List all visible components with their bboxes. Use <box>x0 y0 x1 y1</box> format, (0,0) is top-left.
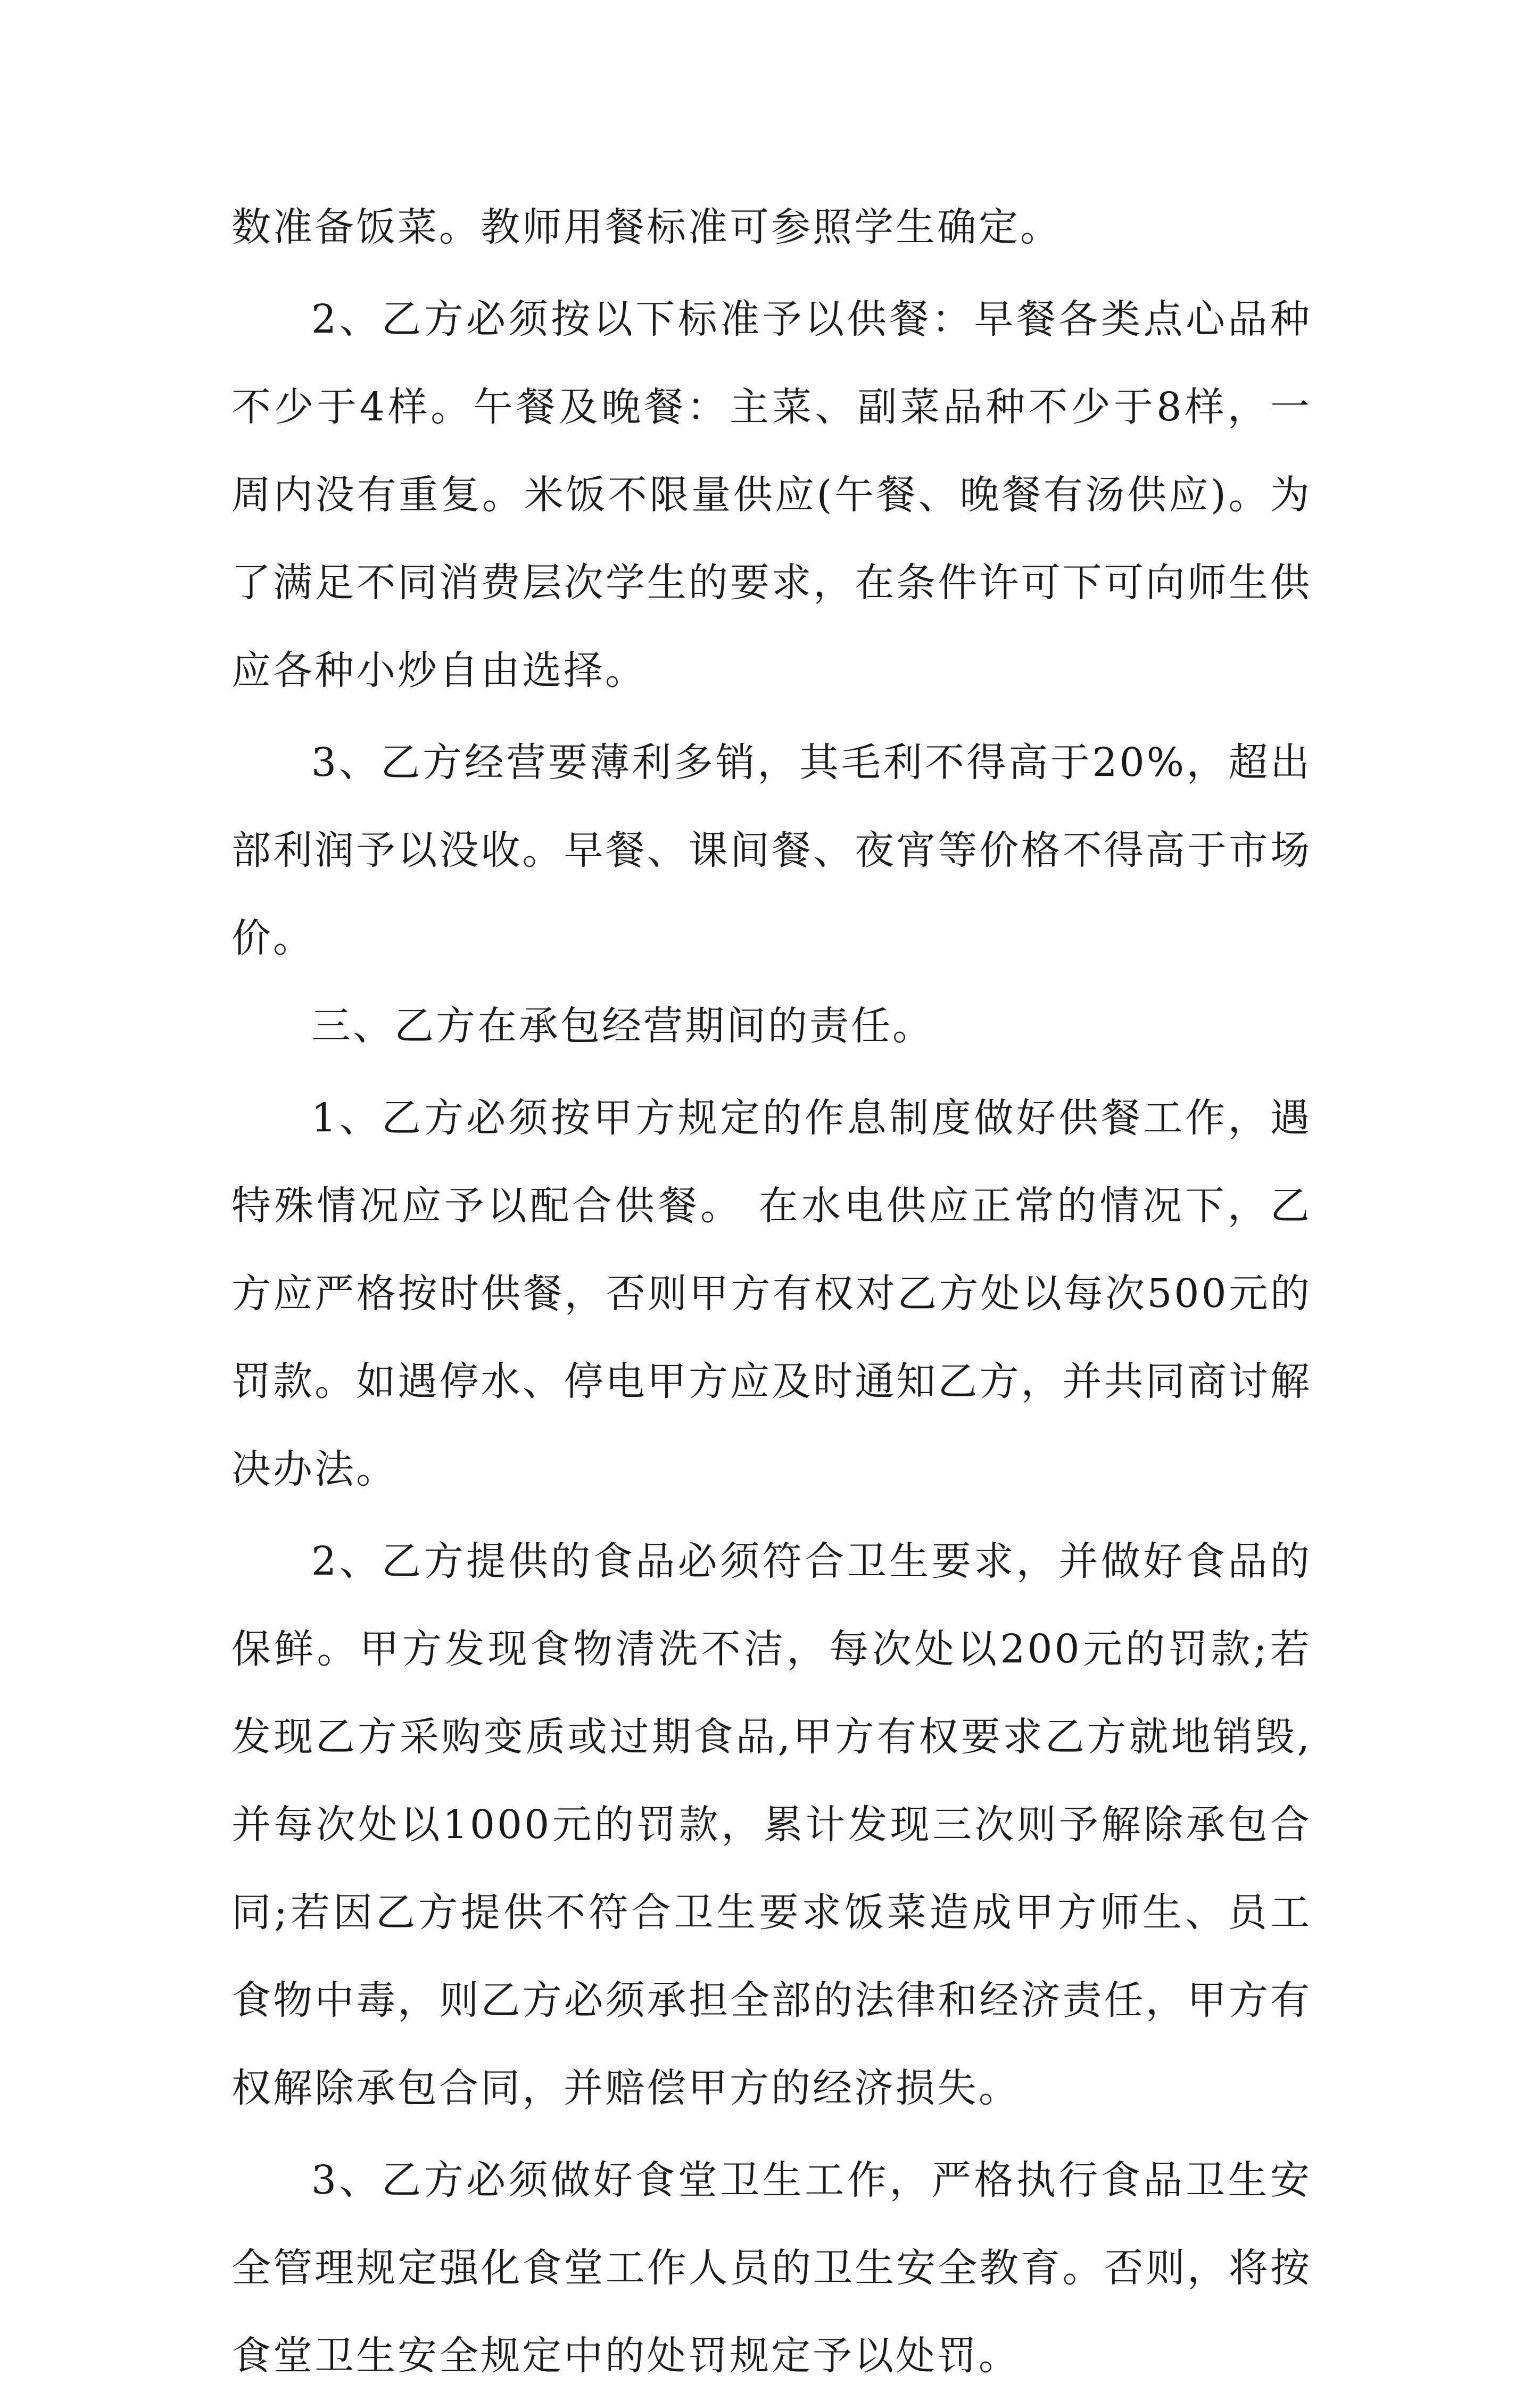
paragraph-meal-standards: 2、乙方必须按以下标准予以供餐：早餐各类点心品种不少于4样。午餐及晚餐：主菜、副菜品种不少于8样，一周内没有重复。米饭不限量供应(午餐、晚餐有汤供应)。为了满足不同消费层次学生的要求，在条件许可下可向师生供应各种小炒自由选择。 <box>231 296 1312 693</box>
paragraph-canteen-sanitation: 3、乙方必须做好食堂卫生工作，严格执行食品卫生安全管理规定强化食堂工作人员的卫生安全教育。否则，将按食堂卫生安全规定中的处罚规定予以处罚。 <box>231 2157 1312 2379</box>
paragraph-meal-schedule: 1、乙方必须按甲方规定的作息制度做好供餐工作，遇特殊情况应予以配合供餐。 在水电供应正常的情况下，乙方应严格按时供餐，否则甲方有权对乙方处以每次500元的罚款。如遇停水、停电甲方应及时通知乙方，并共同商讨解决办法。 <box>231 1095 1312 1492</box>
section-heading-responsibilities: 三、乙方在承包经营期间的责任。 <box>311 1003 934 1049</box>
paragraph-continuation: 数准备饭菜。教师用餐标准可参照学生确定。 <box>231 204 1062 250</box>
paragraph-food-hygiene: 2、乙方提供的食品必须符合卫生要求，并做好食品的保鲜。甲方发现食物清洗不洁，每次处以200元的罚款;若发现乙方采购变质或过期食品,甲方有权要求乙方就地销毁,并每次处以1000元的罚款，累计发现三次则予解除承包合同;若因乙方提供不符合卫生要求饭菜造成甲方师生、员工食物中毒，则乙方必须承担全部的法律和经济责任，甲方有权解除承包合同，并赔偿甲方的经济损失。 <box>231 1538 1312 2111</box>
document-body <box>231 184 1312 2400</box>
paragraph-profit-margin: 3、乙方经营要薄利多销，其毛利不得高于20%，超出部利润予以没收。早餐、课间餐、夜宵等价格不得高于市场价。 <box>231 740 1312 961</box>
